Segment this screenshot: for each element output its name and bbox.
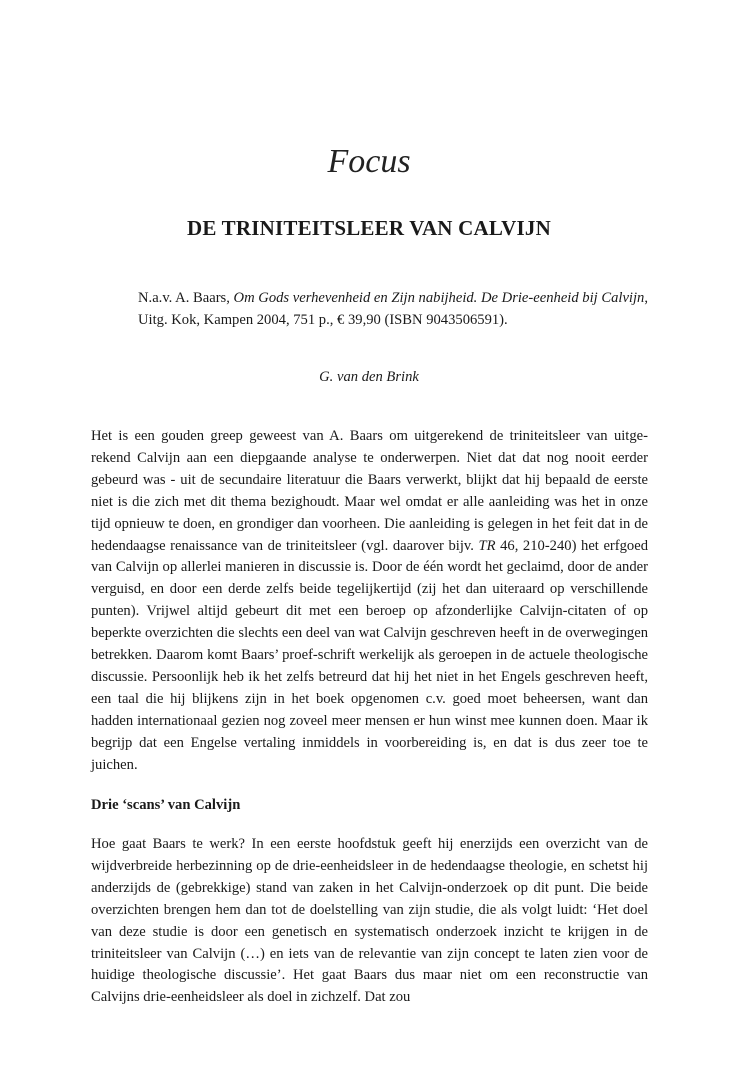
citation-book-title: Om Gods verhevenheid en Zijn nabijheid. De Drie-eenheid bij Calvijn — [233, 290, 645, 306]
section-title: Focus — [327, 143, 411, 180]
paragraph-method: Hoe gaat Baars te werk? In een eerste hoofdstuk geeft hij enerzijds een overzicht van de wijdverbreide herbezinning op de drie-eenheidsleer in de hedendaagse theologie, en schetst hij anderzijds de (gebrekkige) stand van zaken in het Calvijn-onderzoek op dit punt. Die beide overzichten brengen hem dan tot de doelstelling van zijn studie, die als volgt luidt: ‘Het doel van deze studie is door een genetisch en systematisch onderzoek inzicht te krijgen in de triniteitsleer van Calvijn (…) en iets van de relevantie van zijn concept te laten zien voor de huidige theologische discussie’. Het gaat Baars dus maar niet om een reconstructie van Calvijns drie-eenheidsleer als doel in zichzelf. Dat zou — [91, 836, 648, 1006]
book-citation — [138, 287, 648, 331]
paragraph-intro — [91, 426, 648, 777]
article-title: DE TRINITEITSLEER VAN CALVIJN — [187, 216, 551, 240]
citation-suffix: , Uitg. Kok, Kampen 2004, 751 p., € 39,90 (ISBN 9043506591). — [138, 290, 648, 328]
citation-prefix: N.a.v. A. Baars, — [138, 290, 234, 306]
paragraph-intro-part1: Het is een gouden greep geweest van A. Baars om uitgerekend de triniteitsleer van uitge-rekend Calvijn aan een diepgaande analyse te onderwerpen. Niet dat dat nog nooit eerder gebeurd was - uit de secundaire literatuur die Baars verwerkt, blijkt dat hij bepaald de eerste niet is die zich met dit thema bezighoudt. Maar wel omdat er alle aanleiding was het in onze tijd opnieuw te doen, en grondiger dan voorheen. Die aanleiding is gelegen in het feit dat in de hedendaagse renaissance van de triniteitsleer (vgl. daarover bijv. — [91, 428, 648, 554]
article-author: G. van den Brink — [319, 369, 419, 385]
section-subheading: Drie ‘scans’ van Calvijn — [91, 797, 241, 813]
journal-abbreviation: TR — [478, 537, 496, 554]
paragraph-intro-part2: 46, 210-240) het erfgoed van Calvijn op allerlei manieren in discussie is. Door de één wordt het geclaimd, door de ander verguisd, en door een derde zelfs beide tegelijkertijd (zij het dan uiteraard op verschillende punten). Vrijwel altijd gebeurt dit met een beroep op afzonderlijke Calvijn-citaten of op beperkte overzichten die slechts een deel van wat Calvijn geschreven heeft in de overwegingen betrekken. Daarom komt Baars’ proef-schrift werkelijk als geroepen in de actuele theologische discussie. Persoonlijk heb ik het zelfs betreurd dat hij het niet in het Engels geschreven heeft, een taal die hij blijkens zijn in het boek opgenomen c.v. goed moet beheersen, want dan hadden internationaal gezien nog zoveel meer mensen er hun winst mee kunnen doen. Maar ik begrijp dat een Engelse vertaling inmiddels in voorbereiding is, en dat is dus zeer toe te juichen. — [91, 537, 649, 773]
